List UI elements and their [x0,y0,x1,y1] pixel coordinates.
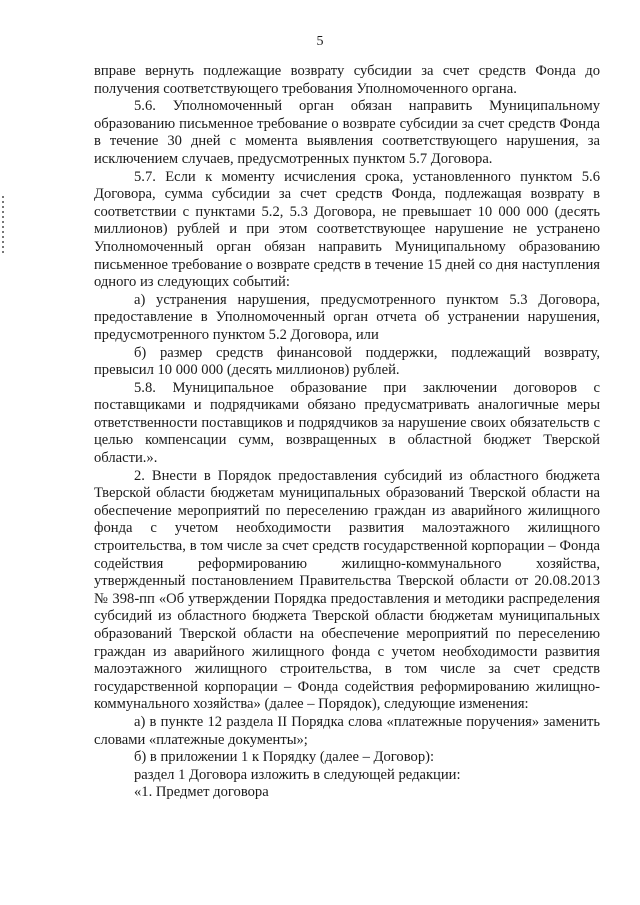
paragraph-section-1: раздел 1 Договора изложить в следующей редакции: [134,766,461,783]
paragraph-5-7-b: б) размер средств финансовой поддержки, подлежащий возврату, превысил 10 000 000 (десять миллионов) рублей. [94,344,600,379]
paragraph-item-2-b: б) в приложении 1 к Порядку (далее – Договор): [134,749,435,766]
paragraph-5-6: 5.6. Уполномоченный орган обязан направить Муниципальному образованию письменное требование о возврате субсидии за счет средств Фонда в течение 30 дней с момента выявления соответствующего нарушения, за исключением случаев, предусмотренных пунктом 5.7 Договора. [94,98,600,167]
paragraph-section-heading: «1. Предмет договора [134,784,269,801]
paragraph-item-2: 2. Внести в Порядок предоставления субсидий из областного бюджета Тверской области бюджетам муниципальных образований Тверской области на обеспечение мероприятий по переселению граждан из аварийного жилищного фонда с учетом необходимости развития малоэтажного жилищного строительства, в том числе за счет средств государственной корпорации – Фонда содействия реформированию жилищно-коммунального хозяйства, утвержденный постановлением Правительства Тверской области от 20.08.2013 № 398-пп «Об утверждении Порядка предоставления и методики распределения субсидий из областного бюджета Тверской области бюджетам муниципальных образований Тверской области на обеспечение мероприятий по переселению граждан из аварийного жилищного фонда с учетом необходимости развития малоэтажного жилищного строительства, в том числе за счет средств государственной корпорации – Фонда содействия реформированию жилищно-коммунального хозяйства» (далее – Порядок), следующие изменения: [94,467,600,713]
page-number: 5 [316,34,324,49]
document-body [94,63,600,802]
paragraph-5-8: 5.8. Муниципальное образование при заключении договоров с поставщиками и подрядчиками обязано предусматривать аналогичные меры ответственности поставщиков и подрядчиков за нарушение своих обязательств с целью компенсации сумм, возвращенных в областной бюджет Тверской области.». [94,379,600,467]
paragraph-continuation: вправе вернуть подлежащие возврату субсидии за счет средств Фонда до получения соответствующего требования Уполномоченного органа. [94,63,600,97]
paragraph-5-7: 5.7. Если к моменту исчисления срока, установленного пунктом 5.6 Договора, сумма субсидии за счет средств Фонда, подлежащая возврату в соответствии с пунктами 5.2, 5.3 Договора, не превышает 10 000 000 (десять миллионов) рублей и при этом соответствующее нарушение не устранено Уполномоченный орган обязан направить Муниципальному образованию письменное требование о возврате средств в течение 15 дней со дня наступления одного из следующих событий: [94,168,600,291]
paragraph-5-7-a: а) устранения нарушения, предусмотренного пунктом 5.3 Договора, предоставление в Уполномоченный орган отчета об устранении нарушения, предусмотренного пунктом 5.2 Договора, или [94,291,600,343]
paragraph-item-2-a: а) в пункте 12 раздела II Порядка слова «платежные поручения» заменить словами «платежные документы»; [94,713,600,748]
scan-margin-mark [2,196,4,254]
